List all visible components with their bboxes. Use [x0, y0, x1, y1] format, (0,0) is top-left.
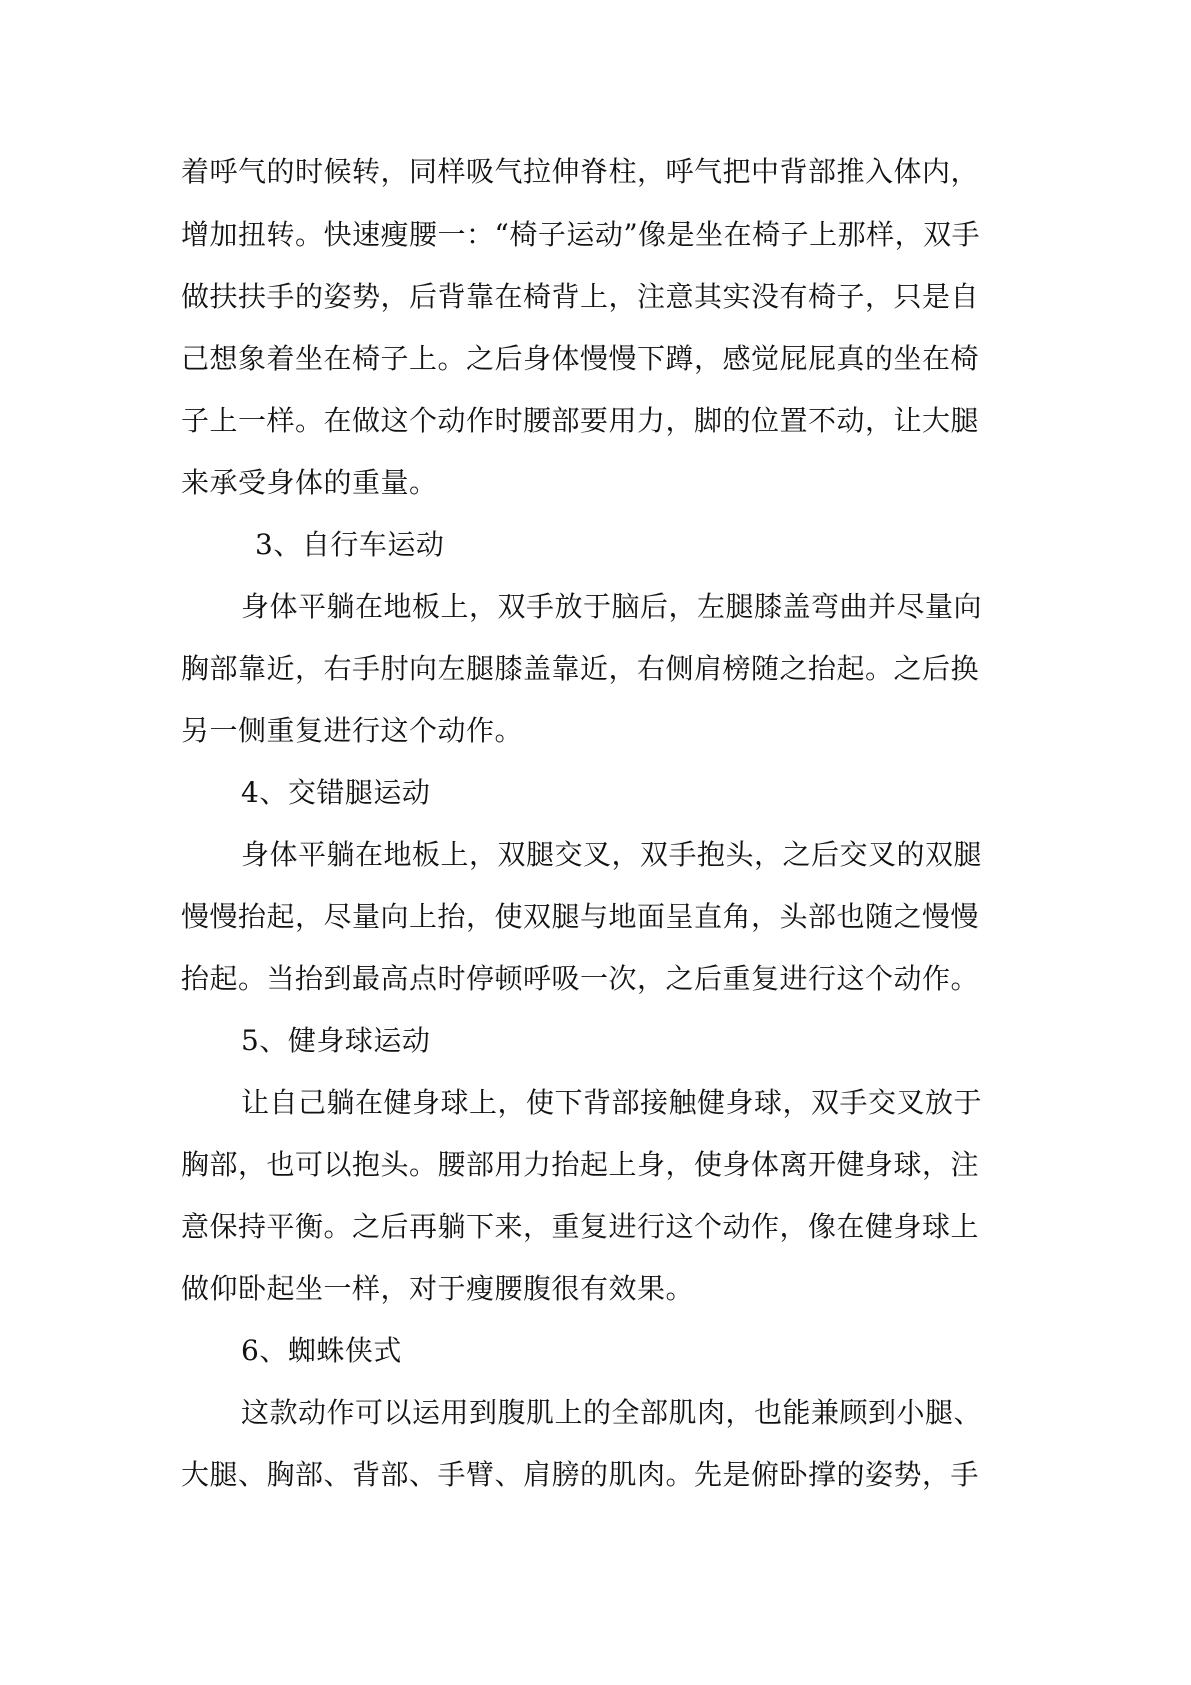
- paragraph-line: 增加扭转。快速瘦腰一：“椅子运动”像是坐在椅子上那样，双手: [181, 218, 981, 251]
- paragraph-line: 胸部靠近，右手肘向左腿膝盖靠近，右侧肩榜随之抬起。之后换: [181, 652, 980, 685]
- paragraph-line: 胸部，也可以抱头。腰部用力抬起上身，使身体离开健身球，注: [181, 1148, 980, 1181]
- paragraph-line: 这款动作可以运用到腹肌上的全部肌肉，也能兼顾到小腿、: [241, 1396, 983, 1429]
- paragraph-line: 做仰卧起坐一样，对于瘦腰腹很有效果。: [181, 1272, 695, 1305]
- paragraph-line: 让自己躺在健身球上，使下背部接触健身球，双手交叉放于: [241, 1086, 983, 1119]
- paragraph-line: 慢慢抬起，尽量向上抬，使双腿与地面呈直角，头部也随之慢慢: [181, 900, 980, 933]
- paragraph-line: 身体平躺在地板上，双手放于脑后，左腿膝盖弯曲并尽量向: [241, 590, 983, 623]
- paragraph-line: 己想象着坐在椅子上。之后身体慢慢下蹲，感觉屁屁真的坐在椅: [181, 342, 980, 375]
- section-heading: 6、蜘蛛侠式: [241, 1334, 402, 1367]
- paragraph-line: 着呼气的时候转，同样吸气拉伸脊柱，呼气把中背部推入体内，: [181, 155, 980, 188]
- section-heading: 4、交错腿运动: [241, 776, 431, 809]
- paragraph-line: 来承受身体的重量。: [181, 466, 438, 499]
- section-heading: 3、自行车运动: [255, 528, 445, 561]
- paragraph-line: 抬起。当抬到最高点时停顿呼吸一次，之后重复进行这个动作。: [181, 962, 980, 995]
- paragraph-line: 身体平躺在地板上，双腿交叉，双手抱头，之后交叉的双腿: [241, 838, 983, 871]
- paragraph-line: 另一侧重复进行这个动作。: [181, 714, 524, 747]
- paragraph-line: 意保持平衡。之后再躺下来，重复进行这个动作，像在健身球上: [181, 1210, 980, 1243]
- paragraph-line: 大腿、胸部、背部、手臂、肩膀的肌肉。先是俯卧撑的姿势，手: [181, 1458, 980, 1491]
- paragraph-line: 子上一样。在做这个动作时腰部要用力，脚的位置不动，让大腿: [181, 404, 980, 437]
- paragraph-line: 做扶扶手的姿势，后背靠在椅背上，注意其实没有椅子，只是自: [181, 280, 980, 313]
- section-heading: 5、健身球运动: [241, 1024, 431, 1057]
